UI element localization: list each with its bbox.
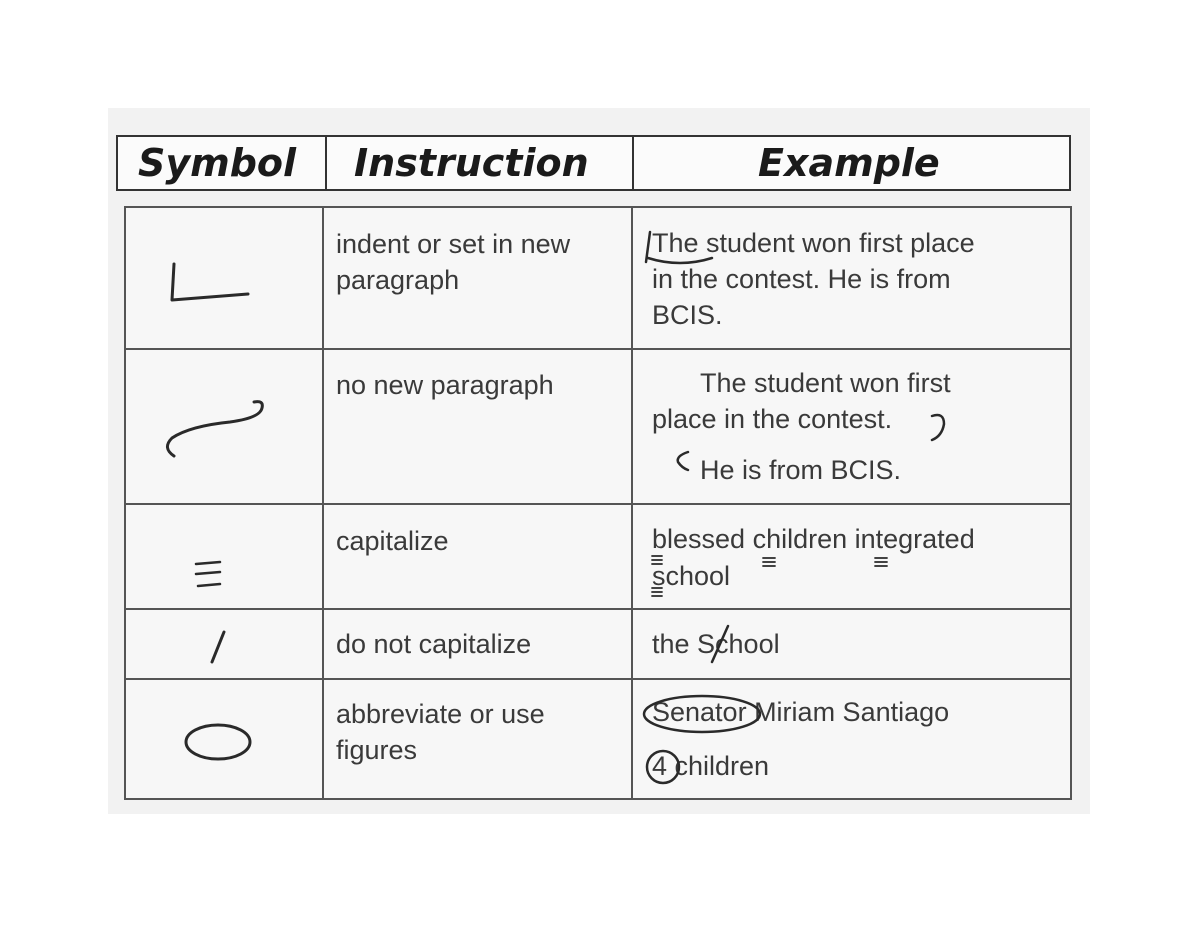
indent-mark-icon [168, 262, 258, 307]
table-header [116, 135, 1071, 191]
run-in-mark-icon [160, 398, 275, 468]
row-divider [126, 678, 1070, 680]
example-line: place in the contest. [652, 404, 893, 434]
row-divider [126, 608, 1070, 610]
instruction-line: paragraph [336, 265, 460, 295]
header-instruction: Instruction [354, 141, 589, 185]
example-line: He is from BCIS. [700, 455, 902, 485]
circle-mark-icon [182, 718, 256, 766]
example-line: The student won first place [652, 228, 975, 258]
instruction-line: figures [336, 735, 418, 765]
triple-underline-icon [872, 554, 892, 574]
run-in-mark-icon [928, 410, 958, 446]
example-line: in the contest. He is from [652, 264, 951, 294]
instruction-line: do not capitalize [336, 629, 532, 659]
header-divider [325, 137, 327, 189]
triple-underline-icon [760, 554, 780, 574]
header-divider [632, 137, 634, 189]
slash-mark-icon [204, 628, 234, 668]
example-line: blessed children integrated [652, 524, 975, 554]
example-line: Senator Miriam Santiago [652, 697, 950, 727]
instruction-line: capitalize [336, 526, 449, 556]
example-line: school [652, 561, 731, 591]
example-line: 4 children [652, 751, 770, 781]
triple-underline-icon [190, 556, 230, 596]
row-divider [126, 503, 1070, 505]
header-example: Example [758, 141, 940, 185]
circle-mark-icon [640, 692, 770, 736]
instruction-line: abbreviate or use [336, 699, 545, 729]
example-line: the School [652, 629, 780, 659]
instruction-line: indent or set in new [336, 229, 571, 259]
example-line: The student won first [700, 368, 951, 398]
header-symbol: Symbol [138, 141, 297, 185]
slash-mark-icon [706, 622, 736, 668]
row-divider [126, 348, 1070, 350]
example-line: BCIS. [652, 300, 723, 330]
instruction-line: no new paragraph [336, 370, 554, 400]
triple-underline-icon [648, 552, 668, 608]
circle-mark-icon [644, 748, 684, 786]
